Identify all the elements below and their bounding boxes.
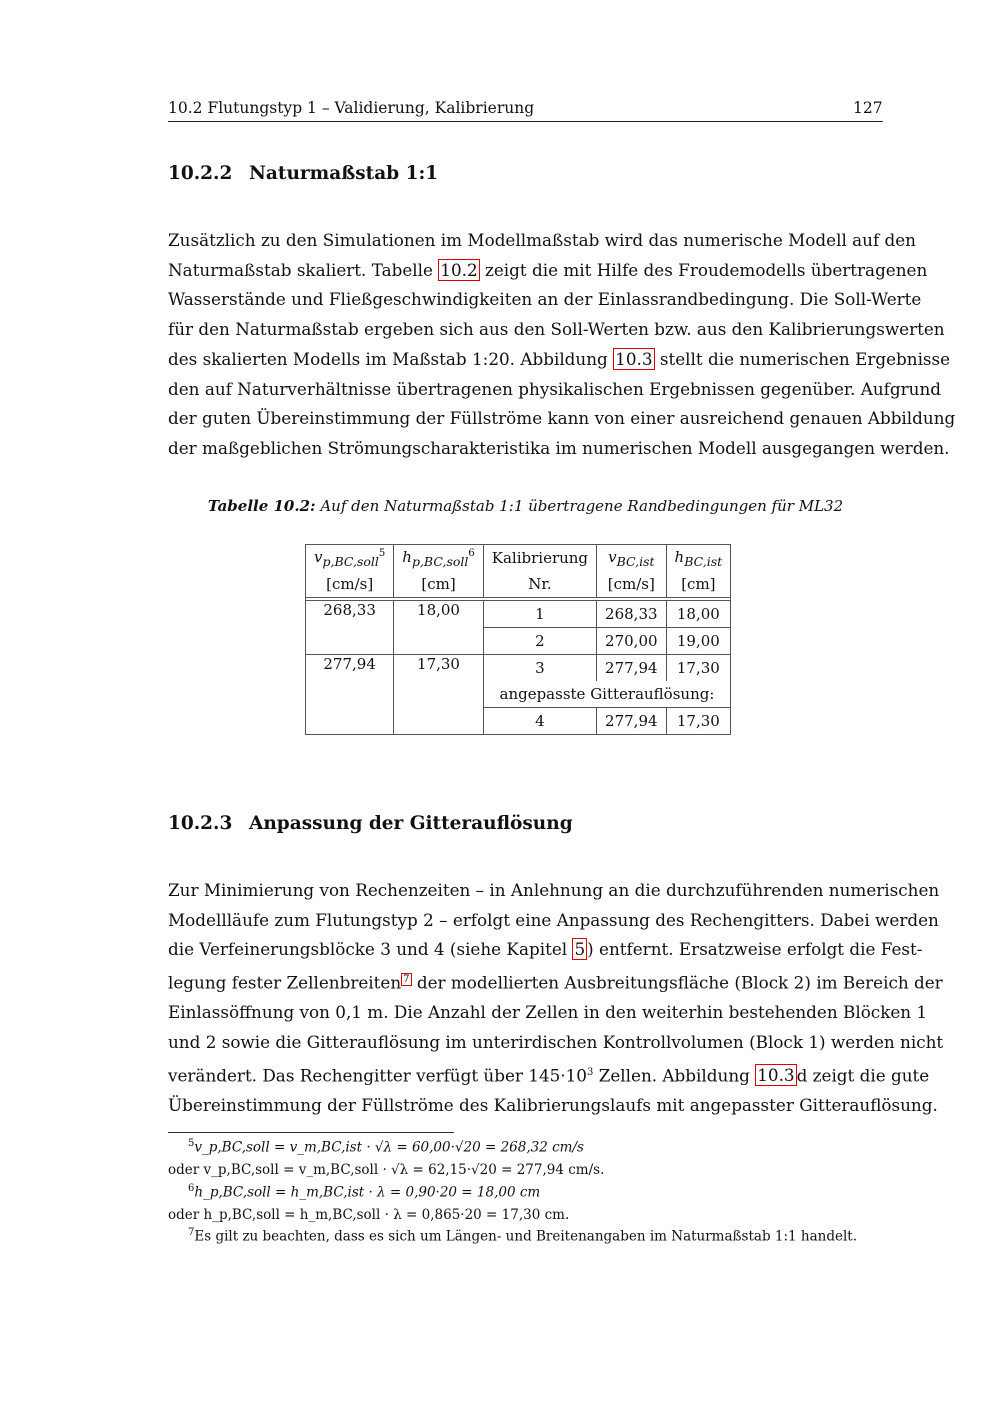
table-unit-row — [306, 571, 731, 598]
cell-v-ist: 270,00 — [597, 628, 667, 655]
figure-reference-link[interactable]: 10.3 — [615, 348, 653, 369]
cell-v-soll: 277,94 — [306, 655, 394, 735]
caption-text: Auf den Naturmaßstab 1:1 übertragene Randbedingungen für ML32 — [320, 497, 844, 515]
unit-v-ist: [cm/s] — [597, 571, 667, 598]
text-line: Zur Minimierung von Rechenzeiten – in Anlehnung an die durchzuführenden numerischen — [168, 880, 940, 900]
text-line: Naturmaßstab skaliert. Tabelle 10.2 zeigt die mit Hilfe des Froudemodells übertragenen — [168, 259, 928, 280]
table-row — [306, 655, 731, 682]
header-h-ist: $h_{BC,ist}$ — [666, 545, 731, 572]
footnote-5: $^5$v_p,BC,soll = v_m,BC,ist · √λ = 60,00·√20 = 268,32 cm/s — [188, 1138, 584, 1156]
figure-reference-link[interactable]: 10.3 — [757, 1065, 795, 1086]
header-v-ist: $v_{BC,ist}$ — [597, 545, 667, 572]
cell-v-ist: 277,94 — [597, 708, 667, 735]
unit-h-ist: [cm] — [666, 571, 731, 598]
footnote-6-continued: oder h_p,BC,soll = h_m,BC,soll · λ = 0,865·20 = 17,30 cm. — [168, 1207, 570, 1223]
header-rule — [168, 121, 883, 122]
footnote-reference-link[interactable]: 7 — [403, 974, 410, 986]
footnote-6: $^6$h_p,BC,soll = h_m,BC,ist · λ = 0,90·20 = 18,00 cm — [188, 1183, 541, 1201]
footnote-rule — [168, 1132, 454, 1133]
text-line: die Verfeinerungsblöcke 3 und 4 (siehe Kapitel 5 ) entfernt. Ersatzweise erfolgt die Fest- — [168, 939, 923, 960]
running-header-title: 10.2 Flutungstyp 1 – Validierung, Kalibrierung — [168, 99, 535, 117]
boundary-conditions-table — [305, 544, 731, 735]
unit-v-soll: [cm/s] — [306, 571, 394, 598]
paragraph-2 — [168, 876, 944, 1121]
caption-label: Tabelle 10.2: — [207, 497, 316, 515]
text-line: den auf Naturverhältnisse übertragenen physikalischen Ergebnissen gegenüber. Aufgrund — [168, 378, 941, 399]
table-header-row — [306, 545, 731, 572]
cell-h-soll: 17,30 — [394, 655, 483, 735]
text-line: der guten Übereinstimmung der Füllströme kann von einer ausreichend genauen Abbildung — [168, 408, 956, 429]
table-caption — [168, 497, 883, 515]
section-title: Naturmaßstab 1:1 — [249, 163, 439, 184]
text-line: verändert. Das Rechengitter verfügt über $145\cdot 10^3$ Zellen. Abbildung 10.3 d zeigt die gute — [168, 1065, 930, 1086]
text-line: des skalierten Modells im Maßstab 1:20. Abbildung 10.3 stellt die numerischen Ergebnisse — [168, 348, 951, 369]
cell-nr: 3 — [483, 655, 596, 682]
cell-v-ist: 268,33 — [597, 601, 667, 628]
section-number: 10.2.3 — [168, 813, 233, 834]
page-number: 127 — [853, 99, 883, 117]
text-line: Einlassöffnung von 0,1 m. Die Anzahl der Zellen in den weiterhin bestehenden Blöcken 1 — [168, 1002, 928, 1023]
chapter-reference-link[interactable]: 5 — [574, 939, 586, 960]
cell-h-soll: 18,00 — [394, 601, 483, 655]
cell-v-soll: 268,33 — [306, 601, 394, 655]
text-line: Zusätzlich zu den Simulationen im Modellmaßstab wird das numerische Modell auf den — [168, 230, 916, 250]
paragraph-1 — [168, 226, 956, 464]
text-line: für den Naturmaßstab ergeben sich aus den Soll-Werten bzw. aus den Kalibrierungswerten — [168, 319, 945, 340]
grid-resolution-note: angepasste Gitterauflösung: — [483, 681, 730, 708]
table-row — [306, 601, 731, 628]
header-h-soll: $h_{p,BC,soll}^6$ — [394, 545, 483, 572]
footnote-5-continued: oder v_p,BC,soll = v_m,BC,soll · √λ = 62,15·√20 = 277,94 cm/s. — [168, 1162, 605, 1178]
header-calibration: Kalibrierung — [483, 545, 596, 572]
cell-h-ist: 17,30 — [666, 708, 731, 735]
footnote-7: $^7$Es gilt zu beachten, dass es sich um Längen- und Breitenangaben im Naturmaßstab 1:1 handelt. — [188, 1227, 858, 1245]
text-line: und 2 sowie die Gitterauflösung im unterirdischen Kontrollvolumen (Block 1) werden nicht — [168, 1032, 944, 1053]
cell-h-ist: 18,00 — [666, 601, 731, 628]
text-line: Wasserstände und Fließgeschwindigkeiten an der Einlassrandbedingung. Die Soll-Werte — [168, 289, 922, 310]
unit-h-soll: [cm] — [394, 571, 483, 598]
section-title: Anpassung der Gitterauflösung — [249, 813, 573, 834]
text-line: der maßgeblichen Strömungscharakteristika im numerischen Modell ausgegangen werden. — [168, 437, 950, 458]
cell-h-ist: 17,30 — [666, 655, 731, 682]
cell-nr: 1 — [483, 601, 596, 628]
cell-h-ist: 19,00 — [666, 628, 731, 655]
header-v-soll: $v_{p,BC,soll}^5$ — [306, 545, 394, 572]
text-line: Übereinstimmung der Füllströme des Kalibrierungslaufs mit angepasster Gitterauflösung. — [168, 1095, 938, 1116]
cell-nr: 4 — [483, 708, 596, 735]
text-line: legung fester Zellenbreiten $^7$ der modellierten Ausbreitungsfläche (Block 2) im Bereich der — [168, 972, 943, 993]
header-nr: Nr. — [483, 571, 596, 598]
section-number: 10.2.2 — [168, 163, 233, 184]
cell-nr: 2 — [483, 628, 596, 655]
cell-v-ist: 277,94 — [597, 655, 667, 682]
table-reference-link[interactable]: 10.2 — [440, 259, 478, 280]
text-line: Modellläufe zum Flutungstyp 2 – erfolgt eine Anpassung des Rechengitters. Dabei werden — [168, 909, 939, 930]
